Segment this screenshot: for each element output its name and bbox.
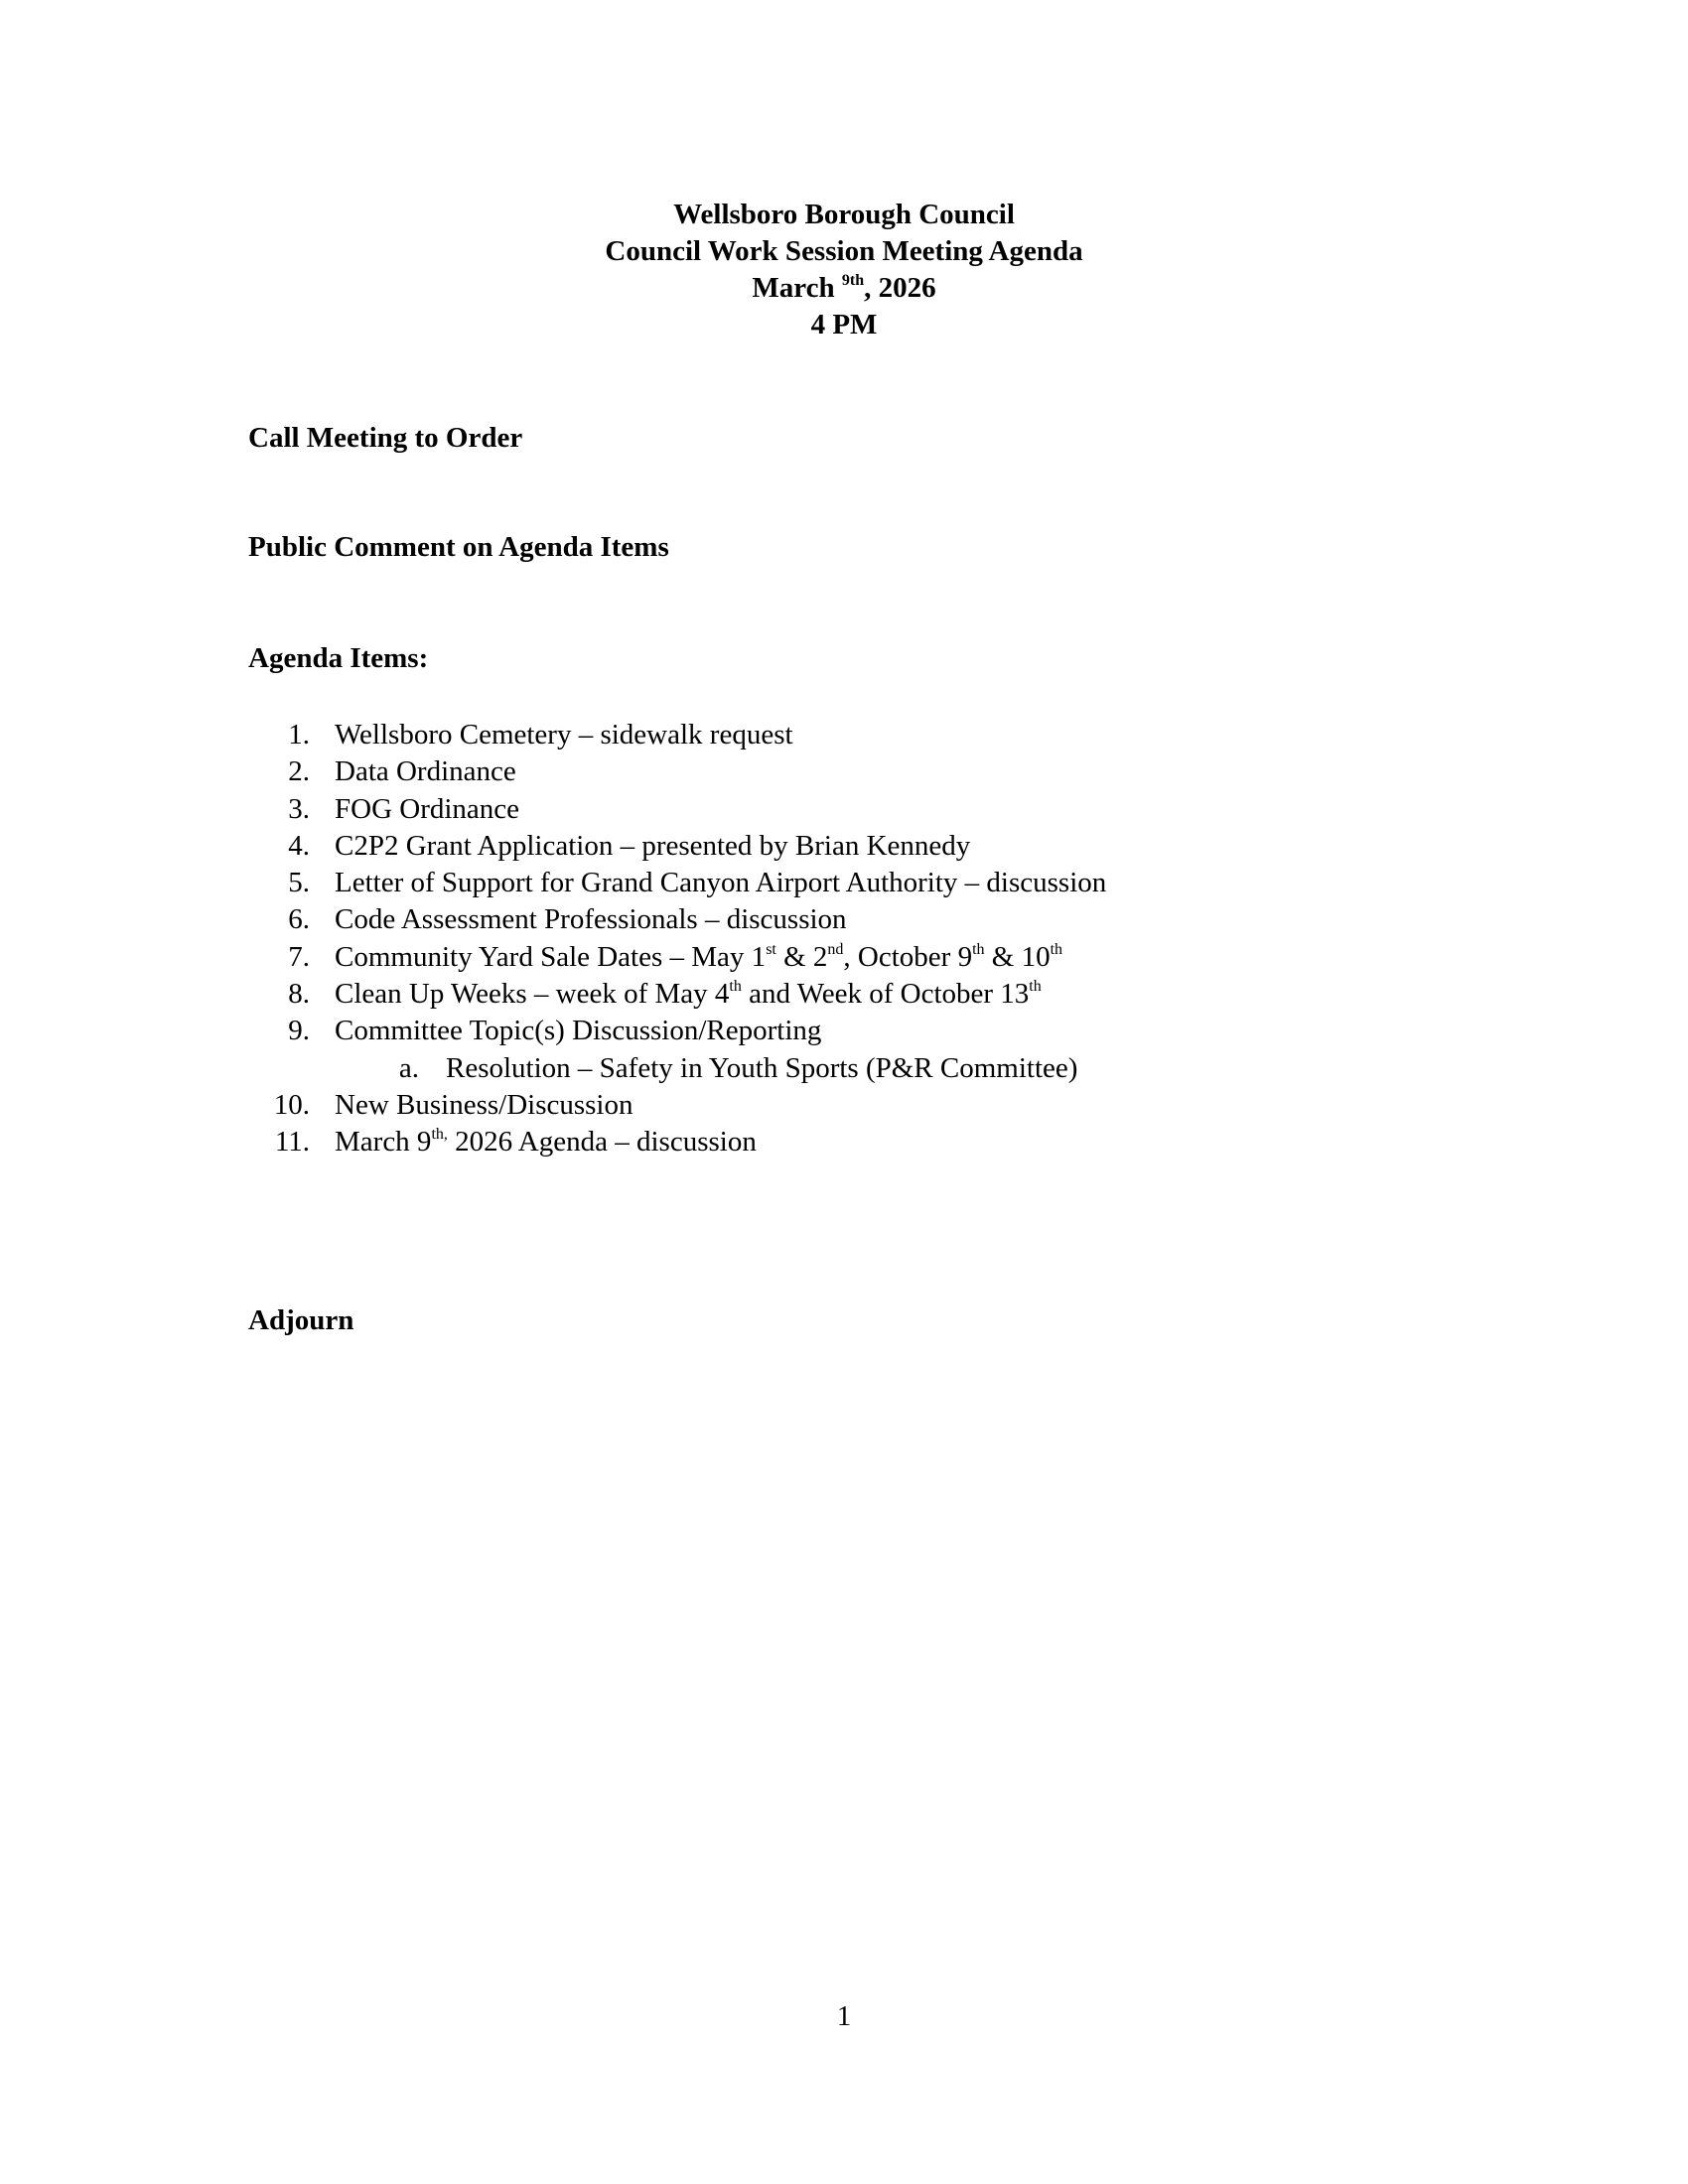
document-header [0,197,1688,343]
agenda-item-10: 10. New Business/Discussion [273,1088,633,1121]
agenda-items-heading: Agenda Items: [248,642,429,674]
adjourn-heading: Adjourn [248,1304,354,1336]
page-number: 1 [836,2000,852,2032]
agenda-list [0,717,1688,1161]
public-comment-heading: Public Comment on Agenda Items [248,531,669,563]
document-title: Council Work Session Meeting Agenda [605,235,1083,267]
agenda-item-4: 4. C2P2 Grant Application – presented by Brian Kennedy [288,829,971,862]
agenda-item-9: 9. Committee Topic(s) Discussion/Reporting [288,1015,822,1047]
agenda-item-6: 6. Code Assessment Professionals – discussion [288,903,847,936]
agenda-item-1: 1. Wellsboro Cemetery – sidewalk request [288,719,793,751]
agenda-item-8: 8. Clean Up Weeks – week of May 4th and Week of October 13th [288,978,1042,1011]
meeting-date: March $^{9th}$, 2026 [752,272,936,304]
agenda-item-5: 5. Letter of Support for Grand Canyon Airport Authority – discussion [288,867,1107,899]
agenda-item-2: 2. Data Ordinance [288,755,516,788]
agenda-subitem-9a: a. Resolution – Safety in Youth Sports (P&R Committee) [398,1051,1078,1084]
call-meeting-to-order-heading: Call Meeting to Order [248,422,523,454]
agenda-item-11: 11. March $9^{th,}$ 2026 Agenda – discussion [274,1126,757,1159]
organization-name: Wellsboro Borough Council [673,199,1015,230]
meeting-time: 4 PM [810,309,878,341]
agenda-item-7: 7. Community Yard Sale Dates – May 1st & 2nd, October 9th & 10th [288,940,1063,973]
agenda-item-3: 3. FOG Ordinance [288,792,520,825]
